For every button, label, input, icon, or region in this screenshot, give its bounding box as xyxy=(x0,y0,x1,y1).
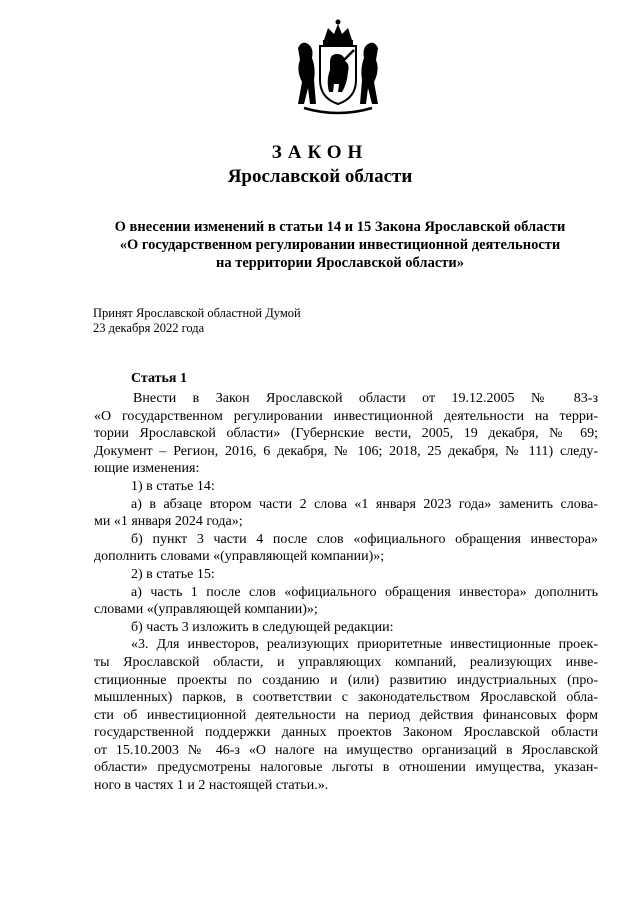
law-title-line: О внесении изменений в статьи 14 и 15 Закона Ярославской области xyxy=(114,219,566,235)
article-line: сти об инвестиционной деятельности на период действия финансовых форм xyxy=(94,707,598,723)
article-line: мышленных) парков, в соответствии с законодательством Ярославской обла- xyxy=(94,690,598,706)
article-line: 1) в статье 14: xyxy=(131,478,215,494)
adoption-body: Принят Ярославской областной Думой xyxy=(93,306,301,320)
adoption-note xyxy=(93,306,301,336)
article-line: ты Ярославской области, и управляющих компаний, реализующих инве- xyxy=(94,654,598,670)
article-body xyxy=(94,390,598,795)
article-line: б) пункт 3 части 4 после слов «официального обращения инвестора» xyxy=(131,531,598,547)
article-line: б) часть 3 изложить в следующей редакции: xyxy=(131,619,394,635)
article-line: от 15.10.2003 № 46-з «О налоге на имущество организаций в Ярославской xyxy=(94,742,598,758)
region-heading: Ярославской области xyxy=(227,166,413,187)
article-line: «О государственном регулировании инвестиционной деятельности на терри- xyxy=(94,408,598,424)
article-line: ми «1 января 2024 года»; xyxy=(94,514,243,530)
article-line: государственной поддержки данных проектов Законом Ярославской области xyxy=(94,725,598,741)
article-line: тории Ярославской области» (Губернские вести, 2005, 19 декабря, № 69; xyxy=(94,426,598,442)
article-heading: Статья 1 xyxy=(131,371,187,386)
article-line: ного в частях 1 и 2 настоящей статьи.». xyxy=(94,778,329,794)
article-line: а) часть 1 после слов «официального обращения инвестора» дополнить xyxy=(131,584,598,600)
yaroslavl-coat-of-arms-icon xyxy=(290,18,386,120)
law-title-line: «О государственном регулировании инвестиционной деятельности xyxy=(119,237,561,253)
article-line: Документ – Регион, 2016, 6 декабря, № 106; 2018, 25 декабря, № 111) следу- xyxy=(94,443,598,459)
article-line: области» предусмотрены налоговые льготы в отношении имущества, указан- xyxy=(94,760,598,776)
article-line: словами «(управляющей компании)»; xyxy=(94,602,318,618)
article-line: «3. Для инвесторов, реализующих приоритетные инвестиционные проек- xyxy=(131,637,598,653)
law-title-line: на территории Ярославской области» xyxy=(216,255,464,271)
article-line: дополнить словами «(управляющей компании)»; xyxy=(94,549,385,565)
adoption-date: 23 декабря 2022 года xyxy=(93,321,205,335)
law-title xyxy=(60,218,620,272)
article-line: Внести в Закон Ярославской области от 19.12.2005 № 83-з xyxy=(133,391,598,406)
document-type-heading: ЗАКОН xyxy=(271,142,369,163)
article-line: 2) в статье 15: xyxy=(131,566,215,582)
article-line: стиционные проекты по созданию и (или) развитию индустриальных (про- xyxy=(94,672,598,688)
article-line: а) в абзаце втором части 2 слова «1 января 2023 года» заменить слова- xyxy=(131,496,598,512)
article-line: ющие изменения: xyxy=(94,461,200,477)
